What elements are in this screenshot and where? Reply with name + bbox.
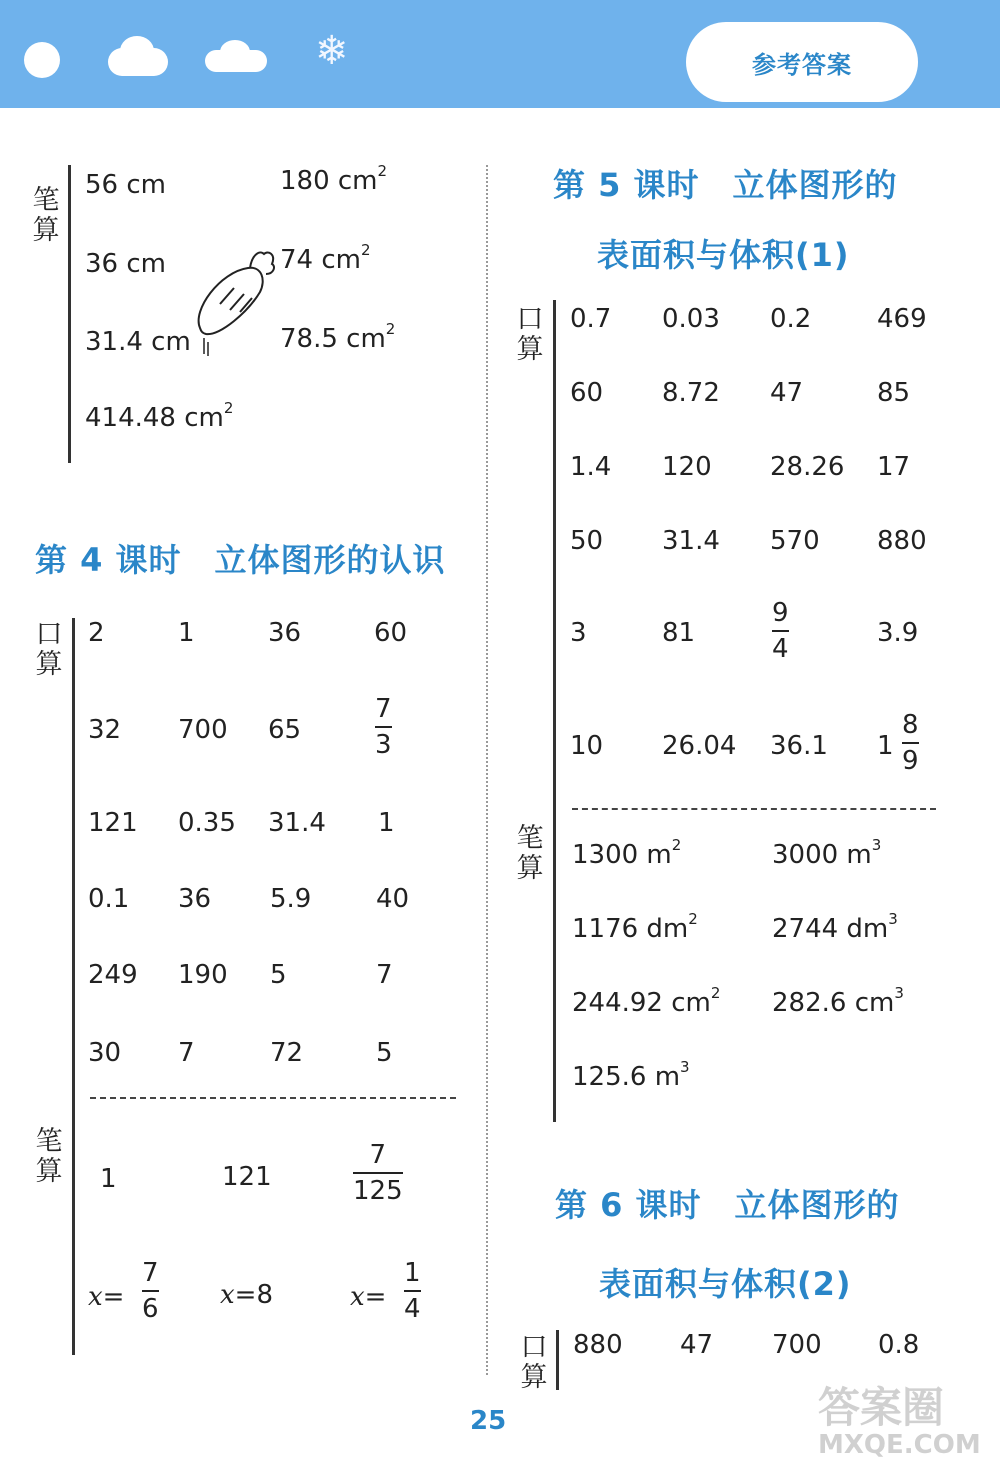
answer-value: 31.4 — [268, 808, 326, 838]
vertical-rule — [556, 1330, 559, 1390]
lesson6-title: 第 6 课时 立体图形的 — [555, 1186, 900, 1224]
answer-value: 180 $cm^2$ — [280, 162, 388, 196]
bisuan-label: 笔算 — [35, 1126, 63, 1187]
answer-value: 28.26 — [770, 452, 845, 482]
answer-value: 1.4 — [570, 452, 612, 482]
answer-value: 249 — [88, 960, 138, 990]
answer-value: 72 — [270, 1038, 304, 1068]
answer-value: 880 — [877, 526, 927, 556]
answer-value: 5 — [270, 960, 287, 990]
lesson5-subtitle: 表面积与体积(1) — [597, 236, 850, 274]
answer-value: 47 — [770, 378, 804, 408]
answer-value: 7 — [376, 960, 393, 990]
vertical-rule — [68, 165, 71, 463]
lesson4-title: 第 4 课时 立体图形的认识 — [35, 541, 446, 579]
kousuan-label: 口算 — [516, 304, 544, 365]
snowflake-icon: ❄ — [315, 28, 349, 74]
answer-value: 30 — [88, 1038, 122, 1068]
fraction-answer — [353, 1140, 403, 1206]
answer-value: 1 — [378, 808, 395, 838]
answer-value: 81 — [662, 618, 696, 648]
fraction-denominator: 125 — [353, 1176, 403, 1206]
answer-value: 2744 $dm^3$ — [772, 910, 898, 944]
fraction-numerator: 7 — [142, 1258, 159, 1288]
bisuan-label: 笔算 — [32, 185, 60, 246]
answer-value: 40 — [376, 884, 410, 914]
answer-value: 0.7 — [570, 304, 612, 334]
answer-value: 7 — [178, 1038, 195, 1068]
kousuan-label: 口算 — [35, 619, 63, 680]
answer-value: 5.9 — [270, 884, 312, 914]
bisuan-label: 笔算 — [516, 823, 544, 884]
fraction-denominator: 4 — [772, 634, 789, 664]
fraction-answer — [404, 1258, 421, 1324]
answer-value: 244.92 $cm^2$ — [572, 984, 721, 1018]
vertical-rule — [553, 300, 556, 1122]
answer-value: 1176 $dm^2$ — [572, 910, 698, 944]
circle-decoration — [24, 42, 60, 78]
answer-value: 5 — [376, 1038, 393, 1068]
equation-answer: x=8 — [220, 1280, 274, 1310]
answer-value: 0.8 — [878, 1330, 920, 1360]
fraction-numerator: 8 — [902, 710, 919, 740]
cloud-icon — [120, 36, 154, 66]
answer-value: 3.9 — [877, 618, 919, 648]
answer-value: 414.48 $cm^2$ — [85, 399, 234, 433]
vertical-rule — [72, 618, 75, 1355]
kousuan-label: 口算 — [520, 1332, 548, 1393]
fraction-answer — [142, 1258, 159, 1324]
fraction-numerator: 7 — [369, 1140, 387, 1170]
fraction-denominator: 3 — [375, 730, 392, 760]
answer-value: 3000 $m^3$ — [772, 836, 882, 870]
answer-value: 3 — [570, 618, 587, 648]
answer-value: 121 — [222, 1162, 272, 1192]
answer-value: 0.03 — [662, 304, 720, 334]
page-number: 25 — [470, 1406, 507, 1436]
answer-value: 2 — [88, 618, 105, 648]
answer-value: 880 — [573, 1330, 623, 1360]
answer-value: 570 — [770, 526, 820, 556]
answer-value: 0.1 — [88, 884, 130, 914]
fraction-answer — [375, 694, 392, 760]
fraction-answer — [902, 710, 919, 776]
answer-value: 125.6 $m^3$ — [572, 1058, 690, 1092]
answer-value: 1300 $m^2$ — [572, 836, 682, 870]
answer-value: 78.5 $cm^2$ — [280, 320, 396, 354]
fraction-denominator: 6 — [142, 1294, 159, 1324]
answer-value: 8.72 — [662, 378, 720, 408]
answer-value: 65 — [268, 715, 302, 745]
answer-value: 0.35 — [178, 808, 236, 838]
answer-value: 31.4 cm — [85, 327, 191, 357]
answer-value: 36.1 — [770, 731, 828, 761]
answer-value: 121 — [88, 808, 138, 838]
dashed-separator — [90, 1097, 456, 1099]
answer-value: 50 — [570, 526, 604, 556]
fraction-numerator: 7 — [375, 694, 392, 724]
fraction-answer — [772, 598, 789, 664]
answer-value: 56 cm — [85, 170, 166, 200]
fraction-numerator: 1 — [404, 1258, 421, 1288]
answer-value: 700 — [178, 715, 228, 745]
answer-value: 36 — [268, 618, 302, 648]
answer-value: 36 — [178, 884, 212, 914]
column-divider — [486, 165, 488, 1375]
answer-value: 469 — [877, 304, 927, 334]
answer-badge: 参考答案 — [686, 22, 918, 102]
mixed-number-whole: 1 — [877, 731, 894, 761]
equation-answer: x= — [350, 1282, 387, 1312]
answer-value: 26.04 — [662, 731, 737, 761]
header-banner — [0, 0, 1000, 108]
answer-value: 190 — [178, 960, 228, 990]
answer-value: 32 — [88, 715, 122, 745]
fraction-denominator: 4 — [404, 1294, 421, 1324]
watermark-logo: 答案圈 MXQE.COM — [818, 1383, 981, 1460]
answer-value: 700 — [772, 1330, 822, 1360]
answer-value: 17 — [877, 452, 911, 482]
answer-value: 60 — [570, 378, 604, 408]
fraction-numerator: 9 — [772, 598, 789, 628]
answer-value: 47 — [680, 1330, 714, 1360]
answer-value: 1 — [178, 618, 195, 648]
dashed-separator — [572, 808, 936, 810]
answer-value: 282.6 $cm^3$ — [772, 984, 904, 1018]
lesson6-subtitle: 表面积与体积(2) — [599, 1265, 852, 1303]
answer-value: 36 cm — [85, 249, 166, 279]
answer-value: 120 — [662, 452, 712, 482]
answer-value: 74 $cm^2$ — [280, 241, 371, 275]
equation-answer: x= — [88, 1282, 125, 1312]
answer-value: 1 — [100, 1164, 117, 1194]
fraction-denominator: 9 — [902, 746, 919, 776]
answer-value: 0.2 — [770, 304, 812, 334]
answer-value: 10 — [570, 731, 604, 761]
carrot-icon — [190, 246, 280, 366]
cloud-icon — [220, 40, 250, 64]
answer-value: 60 — [374, 618, 408, 648]
answer-value: 31.4 — [662, 526, 720, 556]
lesson5-title: 第 5 课时 立体图形的 — [553, 166, 898, 204]
answer-value: 85 — [877, 378, 911, 408]
